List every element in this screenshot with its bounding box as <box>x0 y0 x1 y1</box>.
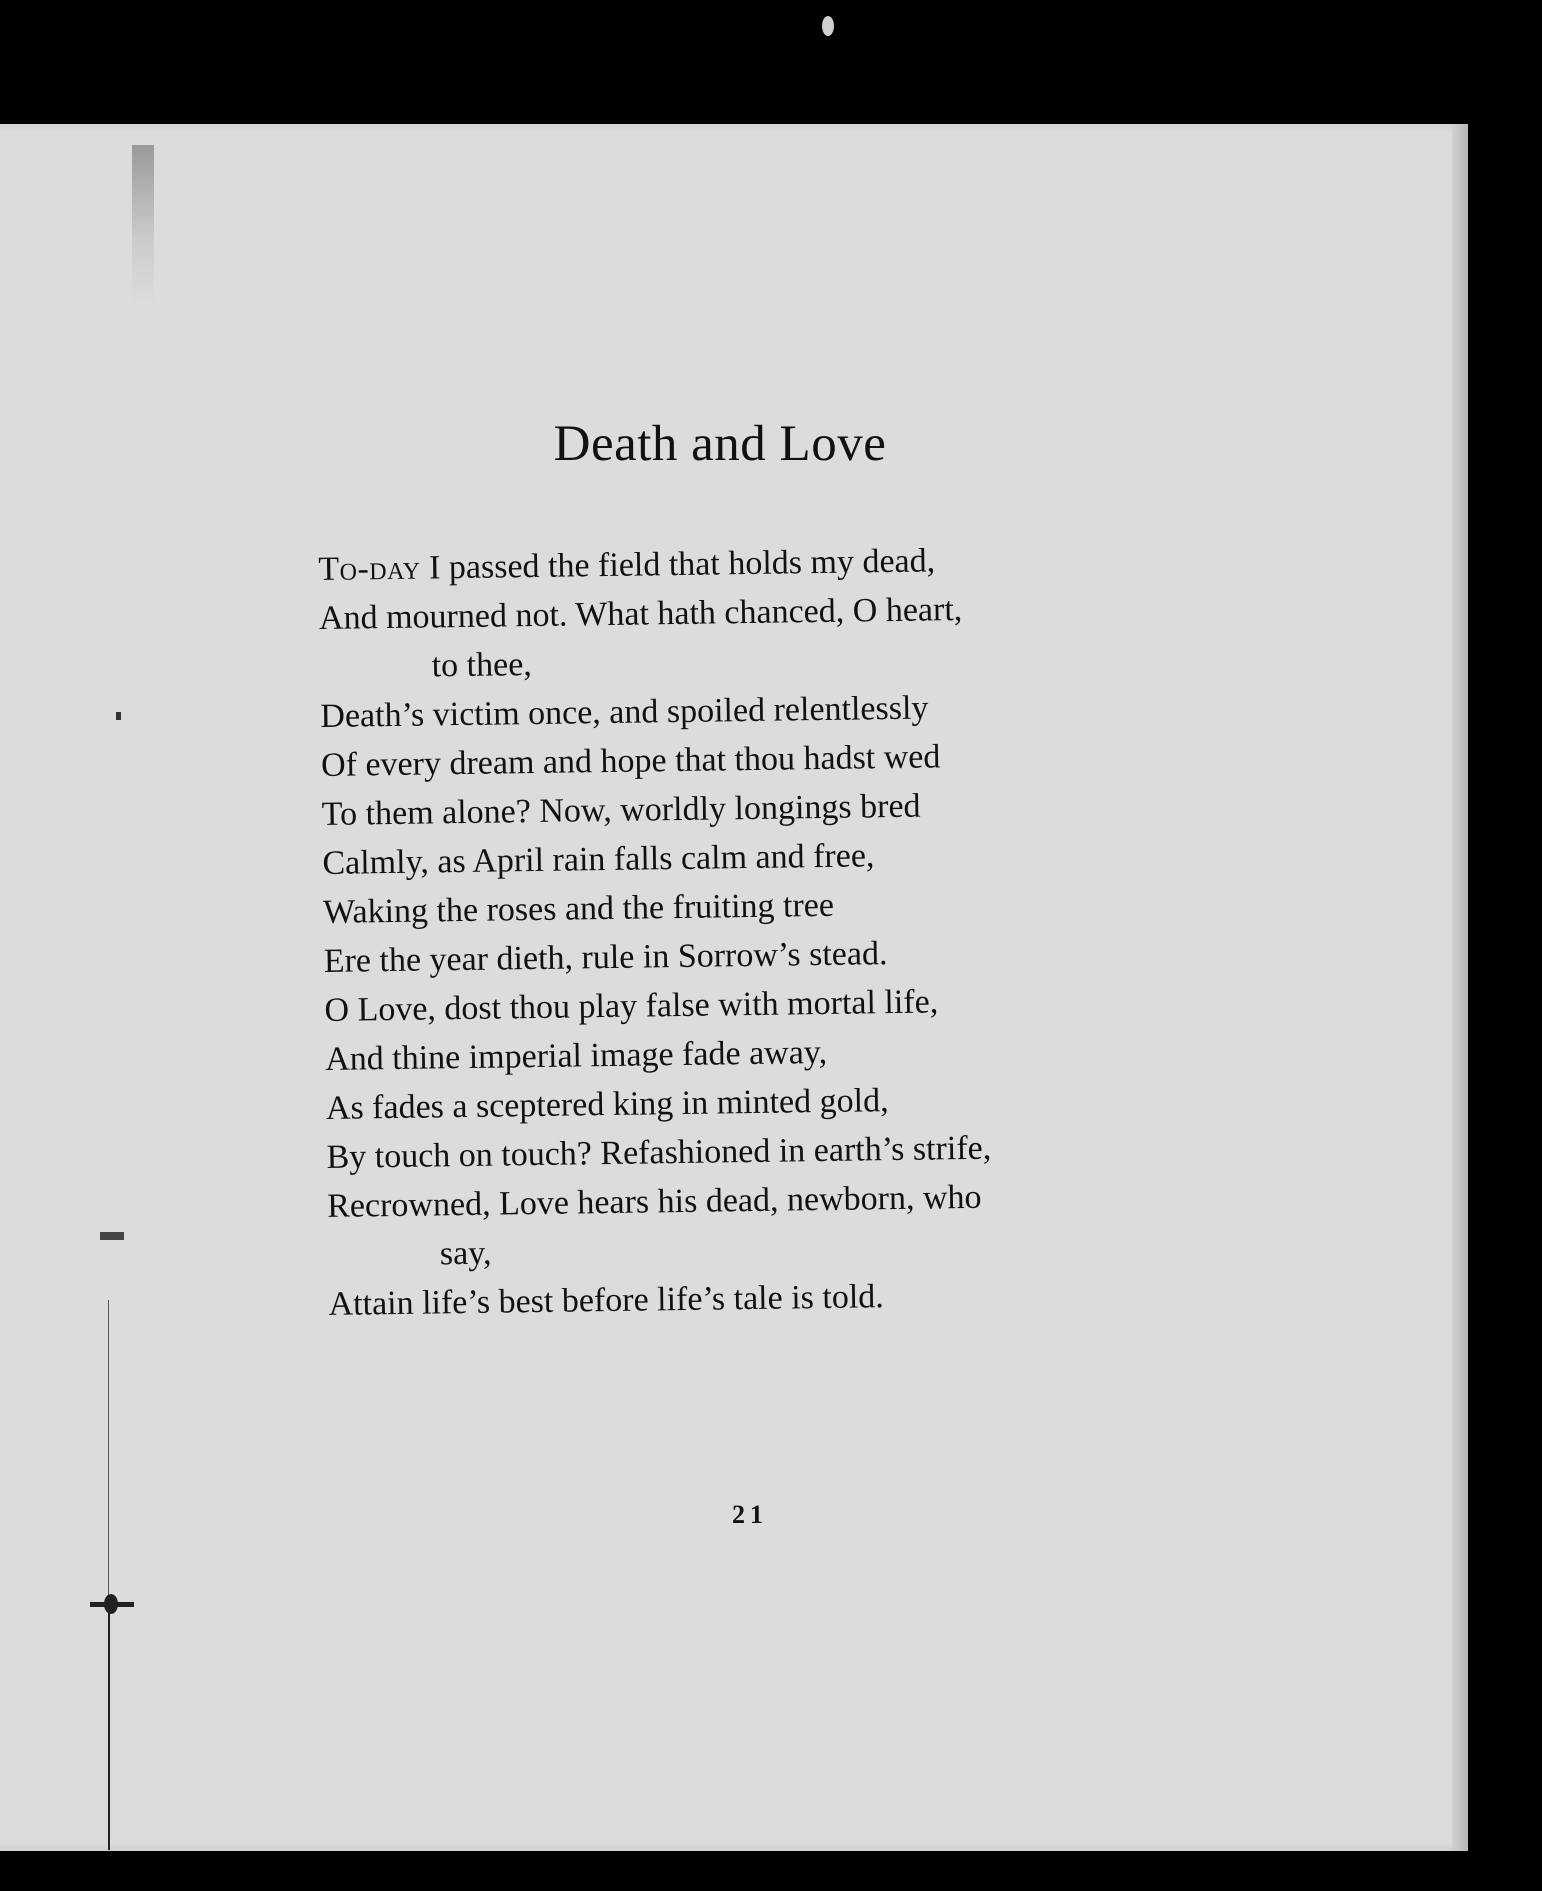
scan-speck <box>822 16 834 36</box>
poem-line: Of every dream and hope that thou hadst wed <box>320 738 941 784</box>
margin-rule <box>108 1300 109 1600</box>
poem-line: As fades a sceptered king in minted gold, <box>325 1082 889 1127</box>
poem-line: Ere the year dieth, rule in Sorrow’s stead. <box>323 935 888 980</box>
poem-line-continuation: say, <box>439 1234 492 1273</box>
poem-line: Attain life’s best before life’s tale is told. <box>328 1278 885 1323</box>
opening-word: To-day <box>318 549 421 588</box>
poem-line: And mourned not. What hath chanced, O heart, <box>318 591 963 637</box>
margin-mark <box>100 1232 124 1240</box>
poem-line: And thine imperial image fade away, <box>324 1033 828 1078</box>
poem-line: By touch on touch? Refashioned in earth’s strife, <box>326 1129 992 1176</box>
poem-line: To them alone? Now, worldly longings bred <box>321 787 921 833</box>
poem-line: O Love, dost thou play false with mortal life, <box>324 983 939 1029</box>
margin-mark <box>104 1594 118 1614</box>
gutter-shadow <box>132 145 154 305</box>
poem-line-continuation: to thee, <box>431 646 533 685</box>
poem-line: Recrowned, Love hears his dead, newborn, who <box>326 1178 982 1225</box>
margin-mark <box>116 712 121 720</box>
poem-title: Death and Love <box>553 416 887 472</box>
page-edge-shadow <box>1452 124 1468 1851</box>
margin-rule <box>108 1610 110 1850</box>
poem-line: Death’s victim once, and spoiled relentlessly <box>320 689 929 735</box>
poem-body <box>318 531 1329 1329</box>
poem-line: Waking the roses and the fruiting tree <box>322 886 835 931</box>
poem-line: Calmly, as April rain falls calm and free, <box>322 837 875 882</box>
page-number: 21 <box>732 1500 768 1529</box>
poem-line-text: I passed the field that holds my dead, <box>420 542 936 587</box>
